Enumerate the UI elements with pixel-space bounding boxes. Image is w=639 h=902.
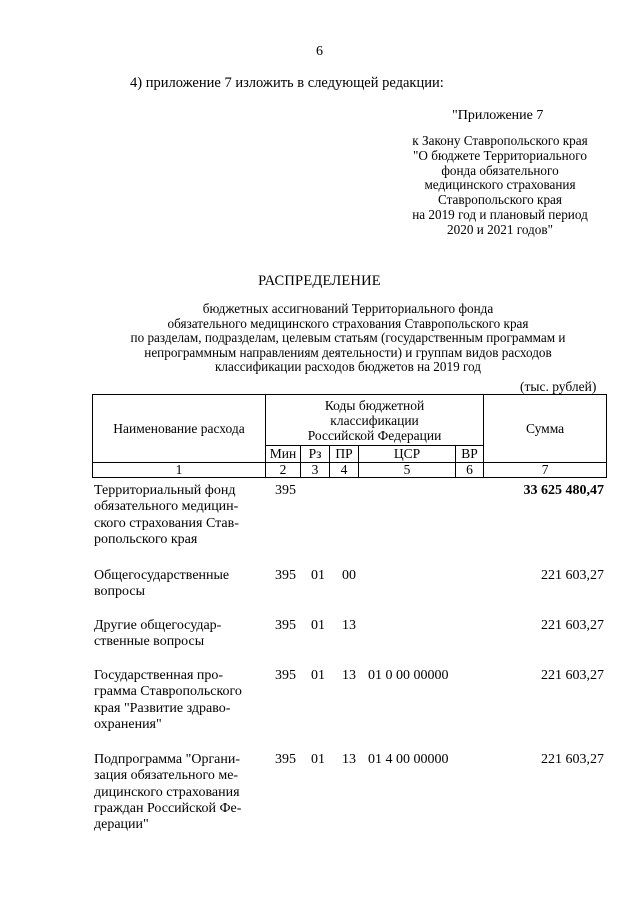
subtitle-line: бюджетных ассигнований Территориального фонда	[202, 301, 494, 316]
subtitle-line: обязательного медицинского страхования Ставропольского края	[167, 315, 529, 331]
appendix-reference	[390, 134, 610, 238]
row-name-line: ственные вопросы	[94, 634, 205, 650]
row-name-line: охранения"	[94, 716, 162, 732]
annex-line: Ставропольского края	[438, 192, 562, 208]
column-number: 4	[330, 463, 359, 478]
row-name-line: Другие общегосудар-	[94, 618, 222, 633]
codes-line: Коды бюджетной	[324, 397, 425, 413]
table-header	[92, 394, 607, 478]
document-title: РАСПРЕДЕЛЕНИЕ	[258, 273, 381, 289]
subtitle-line: по разделам, подразделам, целевым статьям (государственным программам и	[130, 330, 566, 346]
row-name-line: обязательного медицин-	[94, 499, 239, 515]
column-number: 6	[456, 463, 484, 478]
row-name	[94, 483, 264, 548]
header-min: Мин	[266, 446, 301, 463]
page-number: 6	[316, 44, 323, 59]
annex-line: медицинского страхования	[424, 177, 576, 193]
annex-line: на 2019 год и плановый период	[412, 206, 588, 222]
row-rz: 01	[311, 618, 325, 633]
row-rz: 01	[311, 568, 325, 583]
header-name: Наименование расхода	[93, 395, 266, 463]
row-min: 395	[275, 568, 296, 583]
document-subtitle	[88, 302, 608, 375]
codes-line: классификации	[330, 412, 419, 428]
row-pr: 13	[342, 618, 356, 633]
row-name	[94, 752, 264, 833]
header-csr: ЦСР	[359, 446, 456, 463]
subtitle-line: классификации расходов бюджетов на 2019 год	[215, 359, 481, 375]
row-name-line: Государственная про-	[94, 668, 224, 683]
row-pr: 13	[342, 752, 356, 767]
column-number: 7	[484, 463, 607, 478]
annex-line: к Закону Ставропольского края	[412, 133, 588, 148]
row-name-line: Подпрограмма "Органи-	[94, 752, 241, 767]
column-number: 3	[301, 463, 330, 478]
row-sum: 221 603,27	[541, 568, 604, 583]
row-name-line: ропольского края	[94, 531, 198, 547]
header-sum: Сумма	[484, 395, 607, 463]
row-rz: 01	[311, 752, 325, 767]
header-pr: ПР	[330, 446, 359, 463]
row-min: 395	[275, 752, 296, 767]
row-pr: 00	[342, 568, 356, 583]
codes-line: Российской Федерации	[307, 427, 442, 443]
row-name-line: Общегосударственные	[94, 568, 230, 583]
header-vr: ВР	[456, 446, 484, 463]
row-sum: 33 625 480,47	[523, 483, 604, 498]
row-name-line: вопросы	[94, 584, 145, 600]
row-rz: 01	[311, 668, 325, 683]
column-number: 1	[93, 463, 266, 478]
row-min: 395	[275, 668, 296, 683]
row-min: 395	[275, 618, 296, 633]
row-csr: 01 4 00 00000	[368, 752, 449, 767]
row-name-line: дицинского страхования	[94, 784, 240, 800]
row-name-line: грамма Ставропольского	[94, 684, 242, 700]
row-sum: 221 603,27	[541, 618, 604, 633]
row-name	[94, 668, 264, 733]
row-name-line: ского страхования Став-	[94, 515, 239, 531]
intro-text: 4) приложение 7 изложить в следующей редакции:	[130, 75, 444, 91]
annex-line: фонда обязательного	[441, 162, 559, 178]
header-rz: Рз	[301, 446, 330, 463]
row-name-line: зация обязательного ме-	[94, 768, 239, 784]
column-number: 2	[266, 463, 301, 478]
units-label: (тыс. рублей)	[520, 379, 597, 394]
annex-line: "О бюджете Территориального	[413, 147, 587, 163]
row-name-line: края "Развитие здраво-	[94, 700, 231, 716]
subtitle-line: непрограммным направлениям деятельности) и группам видов расходов	[144, 344, 552, 360]
row-name-line: Территориальный фонд	[94, 483, 236, 498]
row-name-line: граждан Российской Фе-	[94, 800, 242, 816]
row-pr: 13	[342, 668, 356, 683]
row-name-line: дерации"	[94, 817, 149, 833]
row-sum: 221 603,27	[541, 668, 604, 683]
row-min: 395	[275, 483, 296, 498]
column-number: 5	[359, 463, 456, 478]
appendix-title: "Приложение 7	[452, 108, 544, 123]
row-sum: 221 603,27	[541, 752, 604, 767]
row-name	[94, 568, 264, 601]
row-csr: 01 0 00 00000	[368, 668, 449, 683]
header-codes	[266, 395, 484, 446]
annex-line: 2020 и 2021 годов"	[447, 221, 553, 237]
row-name	[94, 618, 264, 651]
